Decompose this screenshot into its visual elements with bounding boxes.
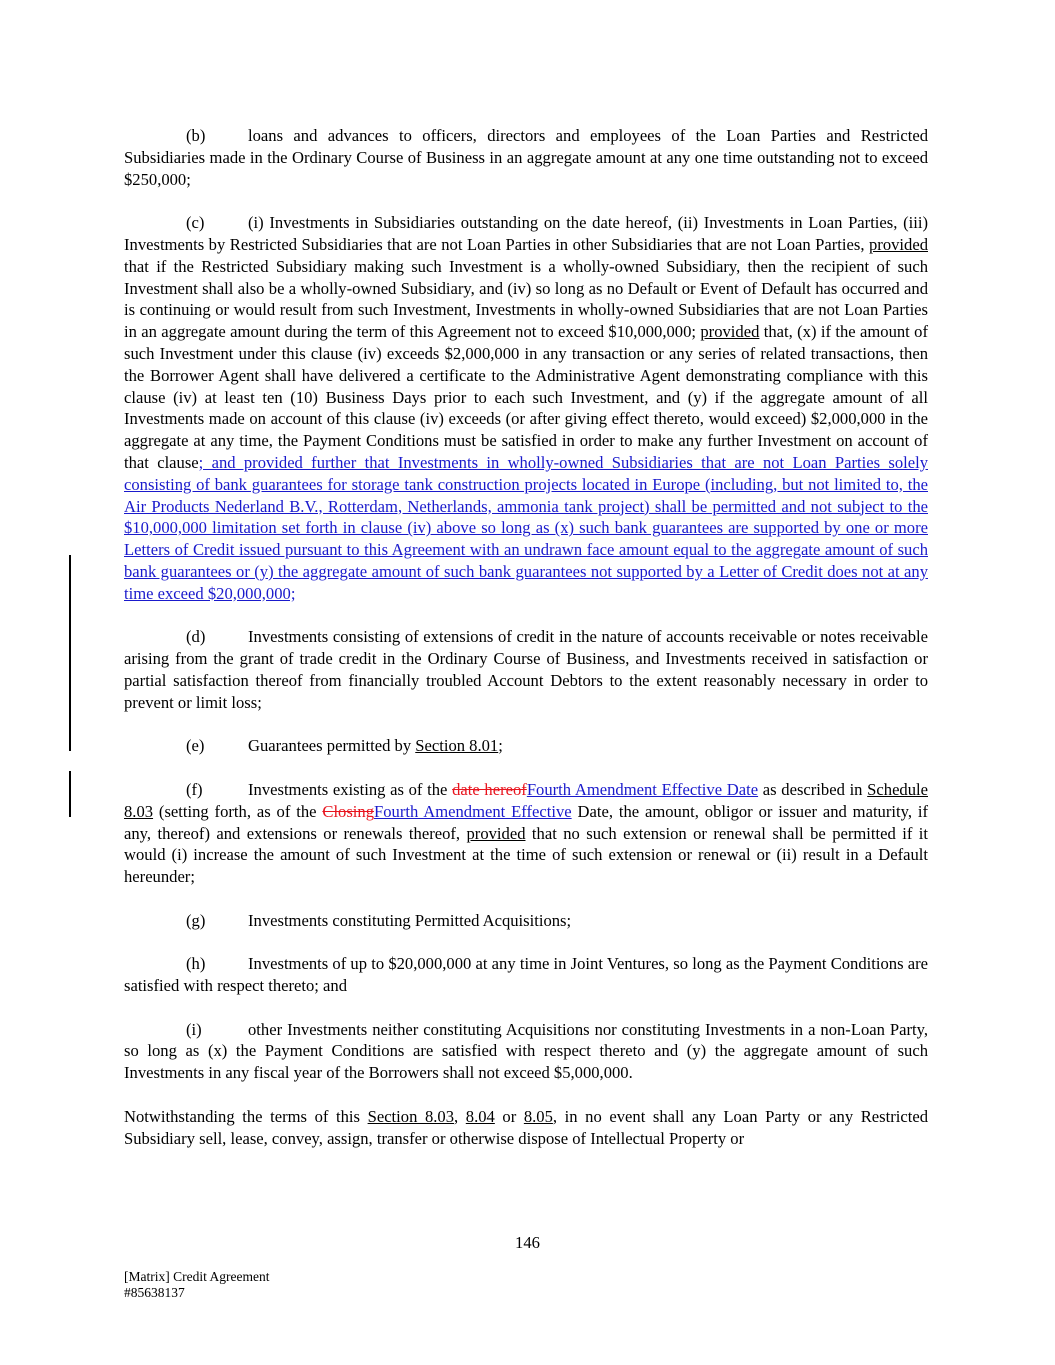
paragraph-c [124, 212, 928, 604]
paragraph-text: Investments existing as of the [248, 779, 453, 799]
paragraph-text: as described in [758, 779, 868, 799]
document-body [124, 125, 928, 1171]
paragraph-text: Investments of up to $20,000,000 at any time in Joint Ventures, so long as the Payment Conditions are satisfied with respect thereto; and [124, 954, 928, 996]
paragraph-text: (setting forth, as of the [153, 801, 323, 821]
paragraph-g [124, 910, 928, 932]
paragraph-h [124, 953, 928, 997]
paragraph-label: (f) [186, 779, 203, 799]
section-reference: Section 8.01 [415, 736, 499, 756]
inserted-text: ; and provided further that Investments in wholly-owned Subsidiaries that are not Loan Parties solely consisting of bank guarantees for storage tank construction projects located in Europe (including, but not limited to, the Air Products Nederland B.V., Rotterdam, Netherlands, ammonia tank project) shall be permitted and not subject to the $10,000,000 limitation set forth in clause (iv) above so long as (x) such bank guarantees are supported by one or more Letters of Credit issued pursuant to this Agreement with an undrawn face amount equal to the aggregate amount of such bank guarantees or (y) the aggregate amount of such bank guarantees not supported by a Letter of Credit does not at any time exceed $20,000,000; [124, 452, 928, 603]
paragraph-label: (g) [186, 910, 206, 930]
section-reference: Section 8.03 [367, 1106, 455, 1126]
separator-text: or [494, 1106, 524, 1126]
paragraph-d [124, 626, 928, 713]
inserted-text: Fourth Amendment Effective Date [526, 779, 759, 799]
provided-term: provided [700, 322, 760, 342]
paragraph-label: (d) [186, 627, 206, 647]
paragraph-text: Investments consisting of extensions of credit in the nature of accounts receivable or notes receivable arising from the grant of trade credit in the Ordinary Course of Business, and Investments received in satisfaction or partial satisfaction thereof from financially troubled Account Debtors to the extent reasonably necessary in order to prevent or limit loss; [124, 627, 928, 712]
paragraph-text: other Investments neither constituting Acquisitions nor constituting Investments in a non-Loan Party, so long as (x) the Payment Conditions are satisfied with respect thereto and (y) the aggregate amount of such Investments in any fiscal year of the Borrowers shall not exceed $5,000,000. [124, 1019, 928, 1083]
paragraph-text: ; [498, 736, 503, 756]
paragraph-text: Date, the amount, obligor or issuer and maturity, if any, thereof) and extensions or renewals thereof, [124, 801, 928, 843]
page-number: 146 [515, 1233, 540, 1252]
footer-title: [Matrix] Credit Agreement [124, 1269, 270, 1284]
paragraph-label: (i) [186, 1019, 202, 1039]
paragraph-label: (c) [186, 213, 205, 233]
document-footer [124, 1269, 269, 1301]
paragraph-text: Investments constituting Permitted Acquisitions; [248, 910, 572, 930]
provided-term: provided [466, 823, 526, 843]
deleted-text: Closing [322, 801, 375, 821]
change-bar [69, 555, 71, 751]
schedule-reference: Schedule 8.03 [124, 779, 928, 821]
paragraph-text: that, (x) if the amount of such Investment under this clause (iv) exceeds $2,000,000 in any transaction or any series of related transactions, then the Borrower Agent shall have delivered a certificate to the Administrative Agent demonstrating compliance with this clause (iv) at least ten (10) Business Days prior to each such Investment, and (y) if the aggregate amount of all Investments made on account of this clause (iv) exceeds (or after giving effect thereto, would exceed) $2,000,000 in the aggregate at any time, the Payment Conditions must be satisfied in order to make any further Investment on account of that clause [124, 322, 928, 472]
inserted-text: Fourth Amendment Effective [374, 801, 572, 821]
paragraph-text: that if the Restricted Subsidiary making such Investment is a wholly-owned Subsidiary, then the recipient of such Investment shall also be a wholly-owned Subsidiary, and (iv) so long as no Default or Event of Default has occurred and is continuing or would result from such Investment, Investments in wholly-owned Subsidiaries that are not Loan Parties in an aggregate amount during the term of this Agreement not to exceed $10,000,000; [124, 256, 928, 342]
paragraph-label: (b) [186, 126, 206, 145]
section-reference: 8.05 [523, 1106, 553, 1126]
paragraph-label: (h) [186, 954, 206, 974]
paragraph-i [124, 1019, 928, 1084]
paragraph-text: Guarantees permitted by [248, 736, 416, 756]
paragraph-f [124, 779, 928, 888]
paragraph-e [124, 735, 928, 757]
paragraph-text: , in no event shall any Loan Party or any Restricted Subsidiary sell, lease, convey, assign, transfer or otherwise dispose of Intellectual Property or [124, 1106, 929, 1148]
paragraph-text: that no such extension or renewal shall be permitted if it would (i) increase the amount of such Investment at the time of such extension or renewal or (ii) result in a Default hereunder; [124, 823, 928, 887]
separator-text: , [454, 1106, 466, 1126]
paragraph-text: Notwithstanding the terms of this [124, 1106, 368, 1126]
footer-doc-id: #85638137 [124, 1285, 185, 1300]
paragraph-text: (i) Investments in Subsidiaries outstanding on the date hereof, (ii) Investments in Loan Parties, (iii) Investments by Restricted Subsidiaries that are not Loan Parties in other Subsidiaries that are not Loan Parties, [124, 213, 928, 254]
section-reference: 8.04 [465, 1106, 495, 1126]
paragraph-b [124, 125, 928, 190]
change-bar [69, 771, 71, 817]
provided-term: provided [869, 234, 928, 254]
paragraph-notwithstanding [124, 1106, 928, 1150]
paragraph-label: (e) [186, 736, 205, 756]
paragraph-text: loans and advances to officers, directors and employees of the Loan Parties and Restricted Subsidiaries made in the Ordinary Course of Business in an aggregate amount at any one time outstanding not to exceed $250,000; [124, 126, 928, 189]
deleted-text: date hereof [452, 779, 527, 799]
